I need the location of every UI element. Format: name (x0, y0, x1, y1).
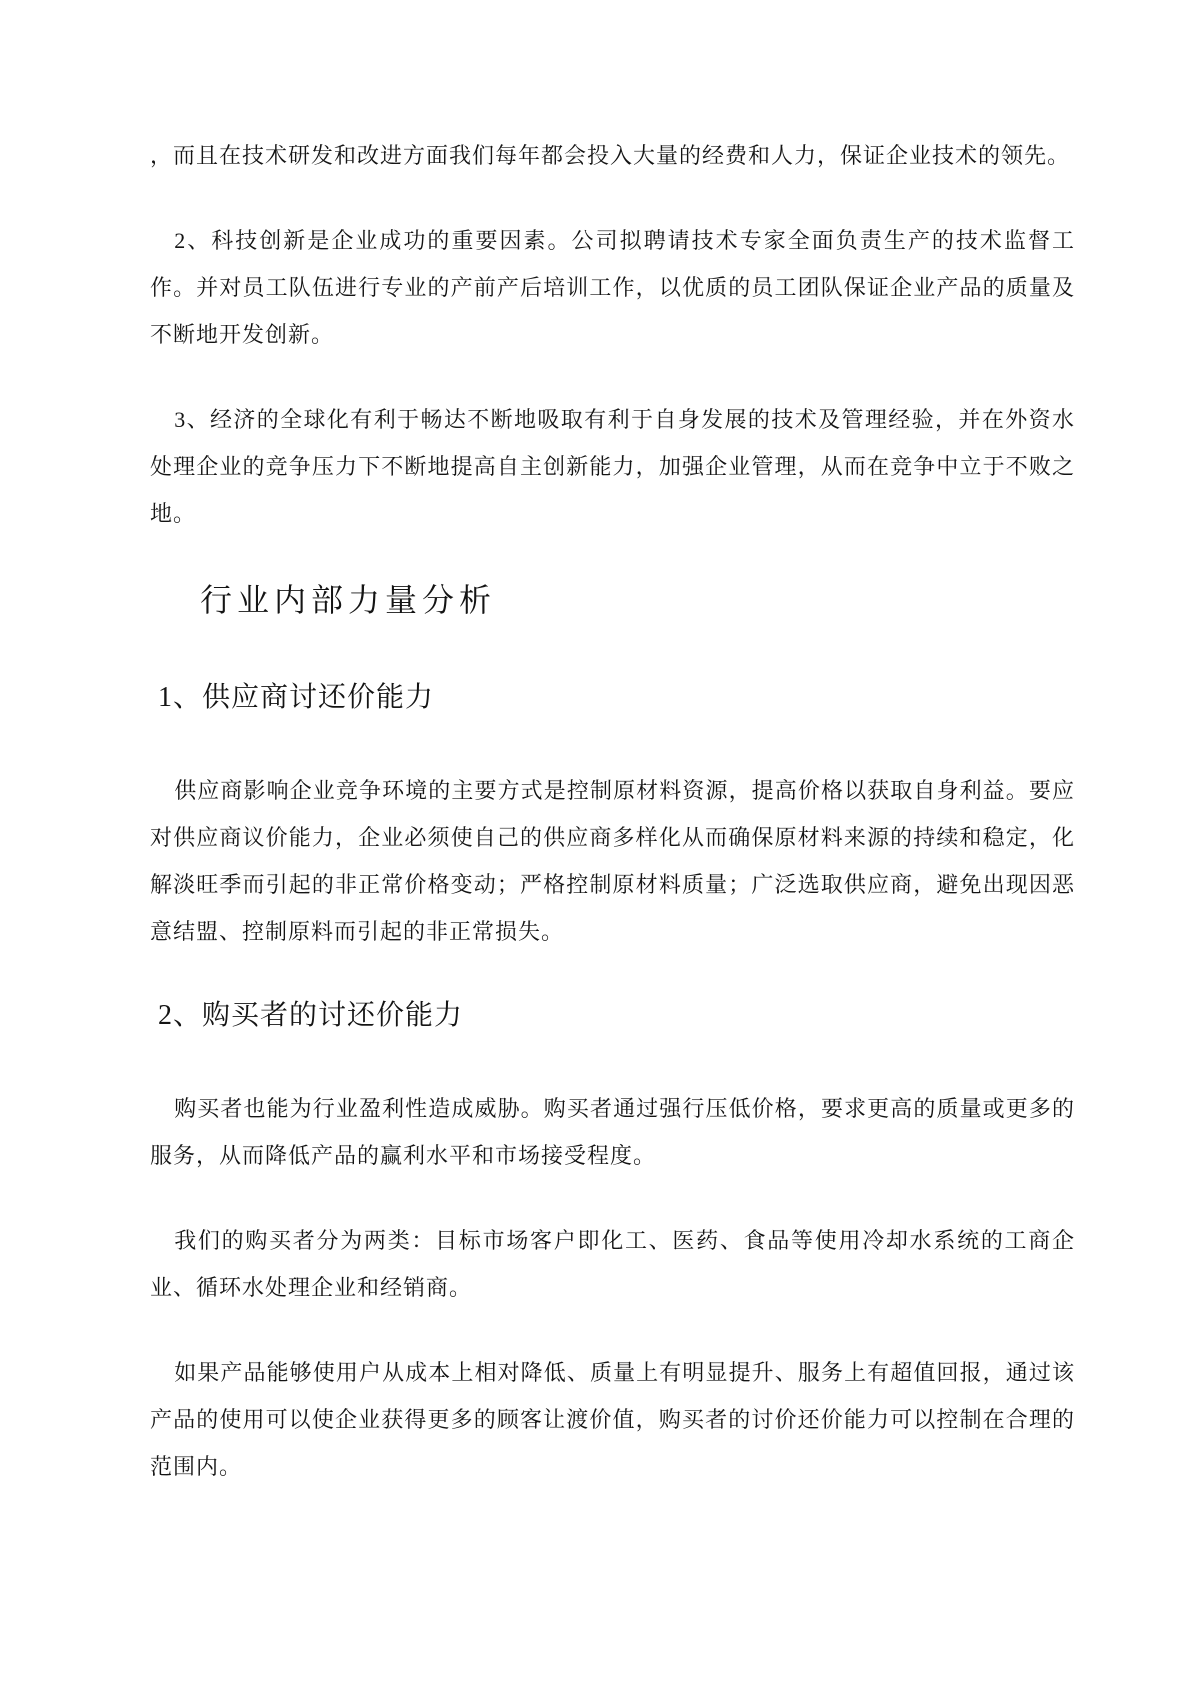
paragraph: 供应商影响企业竞争环境的主要方式是控制原材料资源，提高价格以获取自身利益。要应对供应商议价能力，企业必须使自己的供应商多样化从而确保原材料来源的持续和稳定，化解淡旺季而引起的非正常价格变动；严格控制原材料质量；广泛选取供应商，避免出现因恶意结盟、控制原料而引起的非正常损失。 (150, 778, 1075, 944)
paragraph: 2、科技创新是企业成功的重要因素。公司拟聘请技术专家全面负责生产的技术监督工作。并对员工队伍进行专业的产前产后培训工作，以优质的员工团队保证企业产品的质量及不断地开发创新。 (150, 228, 1075, 347)
subsection-heading: 2、购买者的讨还价能力 (158, 1000, 464, 1031)
paragraph: ，而且在技术研发和改进方面我们每年都会投入大量的经费和人力，保证企业技术的领先。 (150, 143, 1071, 168)
subsection-heading: 1、供应商讨还价能力 (158, 682, 435, 713)
paragraph: 我们的购买者分为两类：目标市场客户即化工、医药、食品等使用冷却水系统的工商企业、循环水处理企业和经销商。 (150, 1228, 1075, 1300)
section-heading: 行业内部力量分析 (200, 582, 497, 618)
paragraph: 3、经济的全球化有利于畅达不断地吸取有利于自身发展的技术及管理经验，并在外资水处理企业的竞争压力下不断地提高自主创新能力，加强企业管理，从而在竞争中立于不败之地。 (150, 407, 1075, 526)
paragraph: 如果产品能够使用户从成本上相对降低、质量上有明显提升、服务上有超值回报，通过该产品的使用可以使企业获得更多的顾客让渡价值，购买者的讨价还价能力可以控制在合理的范围内。 (150, 1360, 1075, 1479)
paragraph: 购买者也能为行业盈利性造成威胁。购买者通过强行压低价格，要求更高的质量或更多的服务，从而降低产品的赢利水平和市场接受程度。 (150, 1096, 1075, 1168)
